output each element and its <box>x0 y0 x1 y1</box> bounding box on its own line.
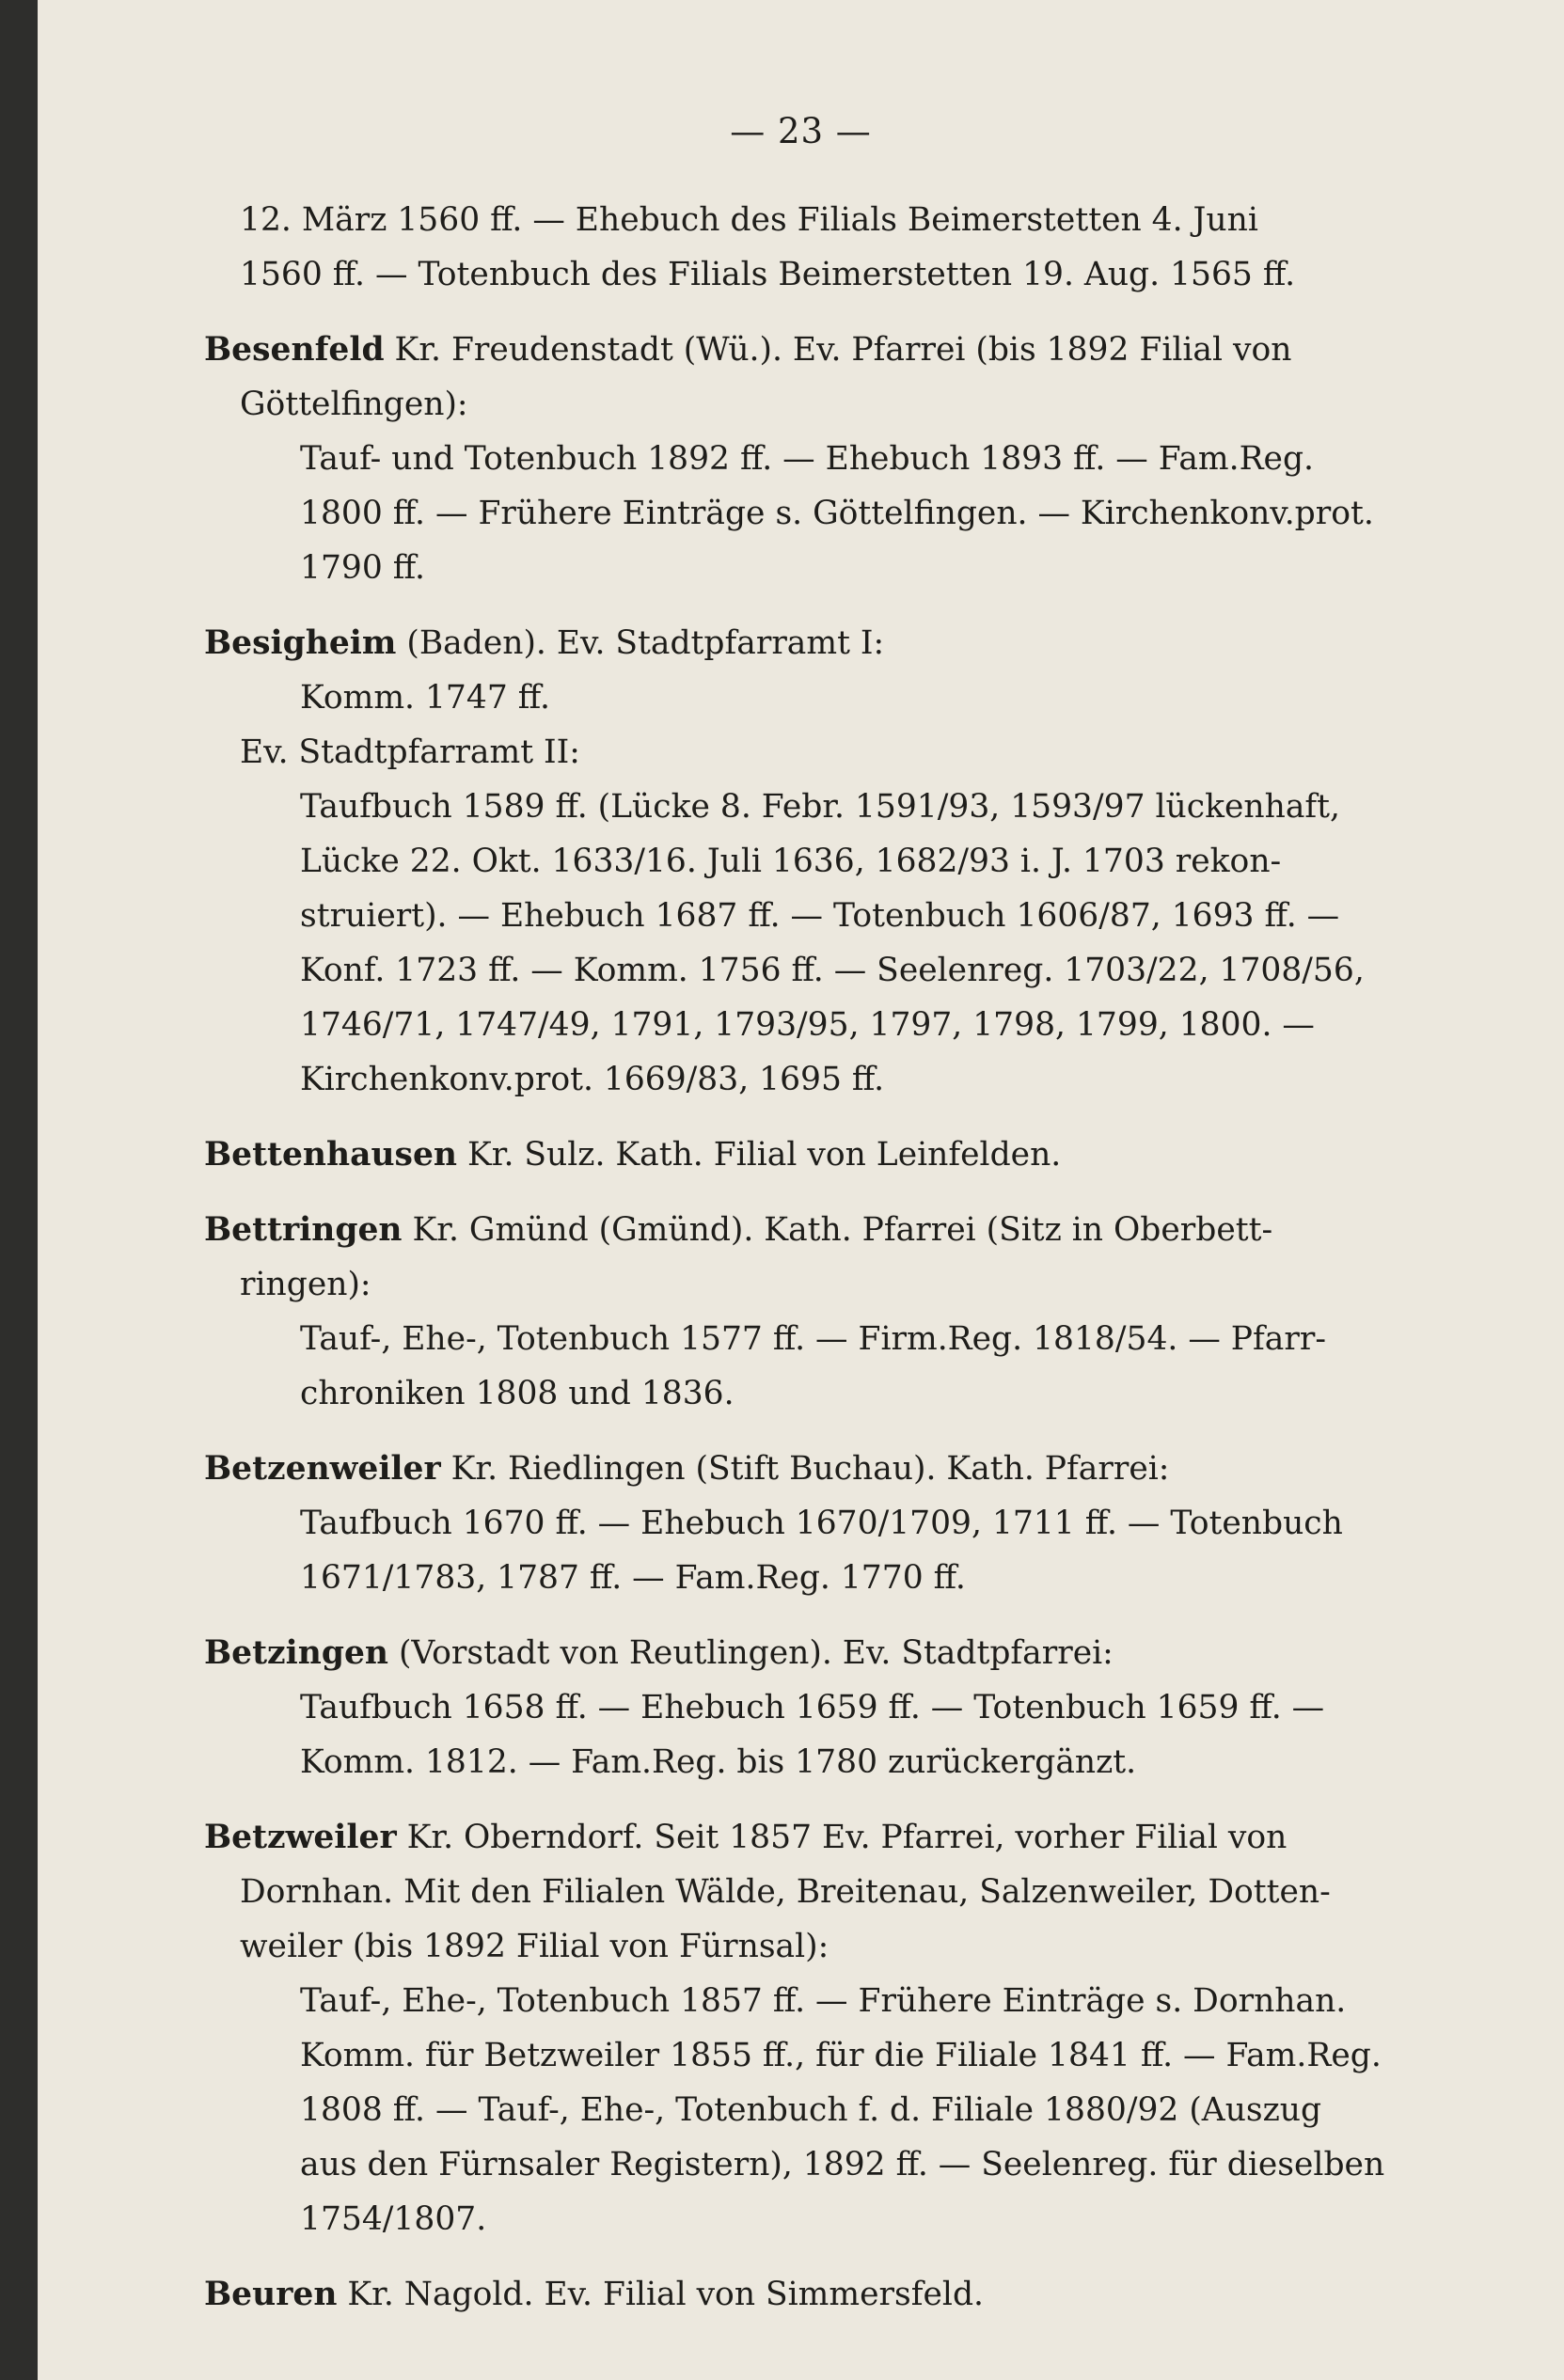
entry-line <box>204 2192 1455 2246</box>
entry-headword: Betzenweiler <box>204 1450 441 1488</box>
register-entry <box>204 2267 1455 2322</box>
entry-line <box>204 2137 1455 2192</box>
entry-text: Kirchenkonv.prot. 1669/83, 1695 ff. <box>300 1061 885 1098</box>
entry-line <box>204 834 1455 889</box>
register-entry <box>204 323 1455 595</box>
entry-headword: Bettringen <box>204 1211 403 1249</box>
entry-text: Kr. Sulz. Kath. Filial von Leinfelden. <box>457 1136 1062 1174</box>
entry-text: aus den Fürnsaler Registern), 1892 ff. — Seelenreg. für dieselben <box>300 2146 1385 2183</box>
entry-text: 1808 ff. — Tauf-, Ehe-, Totenbuch f. d. Filiale 1880/92 (Auszug <box>300 2091 1322 2129</box>
entry-line <box>204 541 1455 595</box>
entry-line <box>204 432 1455 486</box>
entry-line <box>204 780 1455 834</box>
entry-line <box>204 1257 1455 1312</box>
entry-text: (Vorstadt von Reutlingen). Ev. Stadtpfarrei: <box>387 1634 1114 1672</box>
entry-text: Taufbuch 1670 ff. — Ehebuch 1670/1709, 1711 ff. — Totenbuch <box>300 1505 1343 1542</box>
entry-line <box>204 1496 1455 1551</box>
entry-text: 1800 ff. — Frühere Einträge s. Göttelfingen. — Kirchenkonv.prot. <box>300 495 1374 532</box>
entry-text: Lücke 22. Okt. 1633/16. Juli 1636, 1682/93 i. J. 1703 rekon- <box>300 843 1282 880</box>
entry-headword: Beuren <box>204 2276 338 2313</box>
entry-text: Göttelfingen): <box>240 386 468 423</box>
entry-line <box>204 1810 1455 1865</box>
book-page <box>38 0 1564 2380</box>
entry-line <box>204 1974 1455 2028</box>
entry-text: Kr. Oberndorf. Seit 1857 Ev. Pfarrei, vorher Filial von <box>396 1819 1288 1856</box>
entry-line <box>204 616 1455 670</box>
entry-line <box>204 1127 1455 1182</box>
register-entry <box>204 1203 1455 1421</box>
entry-text: chroniken 1808 und 1836. <box>300 1375 735 1412</box>
entry-line <box>204 2028 1455 2083</box>
entry-text: struiert). — Ehebuch 1687 ff. — Totenbuch 1606/87, 1693 ff. — <box>300 897 1340 935</box>
register-entry <box>204 193 1455 302</box>
register-entry <box>204 1442 1455 1605</box>
entry-line <box>204 247 1455 302</box>
entry-text: Tauf-, Ehe-, Totenbuch 1577 ff. — Firm.Reg. 1818/54. — Pfarr- <box>300 1320 1326 1358</box>
entry-text: 1754/1807. <box>300 2200 487 2238</box>
entry-line <box>204 998 1455 1052</box>
entry-line <box>204 486 1455 541</box>
entry-line <box>204 1203 1455 1257</box>
entry-line <box>204 1551 1455 1605</box>
entry-line <box>204 1052 1455 1107</box>
entry-text: Komm. 1747 ff. <box>300 679 550 717</box>
entry-line <box>204 943 1455 998</box>
entry-line <box>204 193 1455 247</box>
entry-text: 1746/71, 1747/49, 1791, 1793/95, 1797, 1798, 1799, 1800. — <box>300 1006 1315 1044</box>
entry-text: Konf. 1723 ff. — Komm. 1756 ff. — Seelenreg. 1703/22, 1708/56, <box>300 952 1365 989</box>
entry-headword: Betzingen <box>204 1634 388 1672</box>
register-entry <box>204 1626 1455 1789</box>
entry-text: Komm. 1812. — Fam.Reg. bis 1780 zurückergänzt. <box>300 1743 1137 1781</box>
entry-headword: Besigheim <box>204 624 397 662</box>
entry-text: Tauf- und Totenbuch 1892 ff. — Ehebuch 1893 ff. — Fam.Reg. <box>300 440 1315 478</box>
entry-line <box>204 670 1455 725</box>
entry-line <box>204 889 1455 943</box>
entry-line <box>204 1735 1455 1789</box>
entry-text: Tauf-, Ehe-, Totenbuch 1857 ff. — Frühere Einträge s. Dornhan. <box>300 1982 1347 2020</box>
register-entries <box>204 193 1455 2322</box>
register-entry <box>204 1810 1455 2246</box>
register-entry <box>204 1127 1455 1182</box>
entry-line <box>204 1865 1455 1919</box>
register-entry <box>204 616 1455 1107</box>
entry-line <box>204 1680 1455 1735</box>
entry-text: Kr. Riedlingen (Stift Buchau). Kath. Pfarrei: <box>440 1450 1170 1488</box>
entry-line <box>204 323 1455 377</box>
entry-line <box>204 1442 1455 1496</box>
entry-line <box>204 1366 1455 1421</box>
page-number: — 23 — <box>730 111 872 151</box>
entry-line <box>204 1626 1455 1680</box>
entry-headword: Betzweiler <box>204 1819 397 1856</box>
entry-text: Dornhan. Mit den Filialen Wälde, Breitenau, Salzenweiler, Dotten- <box>240 1873 1331 1911</box>
entry-text: ringen): <box>240 1266 371 1303</box>
entry-text: weiler (bis 1892 Filial von Fürnsal): <box>240 1928 829 1965</box>
entry-line <box>204 377 1455 432</box>
entry-text: Komm. für Betzweiler 1855 ff., für die Filiale 1841 ff. — Fam.Reg. <box>300 2037 1382 2074</box>
entry-text: Ev. Stadtpfarramt II: <box>240 733 580 771</box>
entry-text: Kr. Gmünd (Gmünd). Kath. Pfarrei (Sitz in Oberbett- <box>402 1211 1273 1249</box>
entry-line <box>204 1312 1455 1366</box>
entry-text: Kr. Freudenstadt (Wü.). Ev. Pfarrei (bis 1892 Filial von <box>384 331 1292 369</box>
entry-headword: Besenfeld <box>204 331 385 369</box>
entry-line <box>204 1919 1455 1974</box>
entry-line <box>204 2267 1455 2322</box>
entry-line <box>204 725 1455 780</box>
entry-text: Kr. Nagold. Ev. Filial von Simmersfeld. <box>337 2276 984 2313</box>
entry-text: 1671/1783, 1787 ff. — Fam.Reg. 1770 ff. <box>300 1559 966 1597</box>
entry-line <box>204 2083 1455 2137</box>
entry-text: (Baden). Ev. Stadtpfarramt I: <box>396 624 885 662</box>
entry-headword: Bettenhausen <box>204 1136 457 1174</box>
entry-text: Taufbuch 1589 ff. (Lücke 8. Febr. 1591/93, 1593/97 lückenhaft, <box>300 788 1341 826</box>
entry-text: 12. März 1560 ff. — Ehebuch des Filials Beimerstetten 4. Juni <box>240 201 1258 239</box>
entry-text: Taufbuch 1658 ff. — Ehebuch 1659 ff. — Totenbuch 1659 ff. — <box>300 1689 1325 1726</box>
entry-text: 1560 ff. — Totenbuch des Filials Beimerstetten 19. Aug. 1565 ff. <box>240 256 1296 293</box>
entry-text: 1790 ff. <box>300 549 426 587</box>
